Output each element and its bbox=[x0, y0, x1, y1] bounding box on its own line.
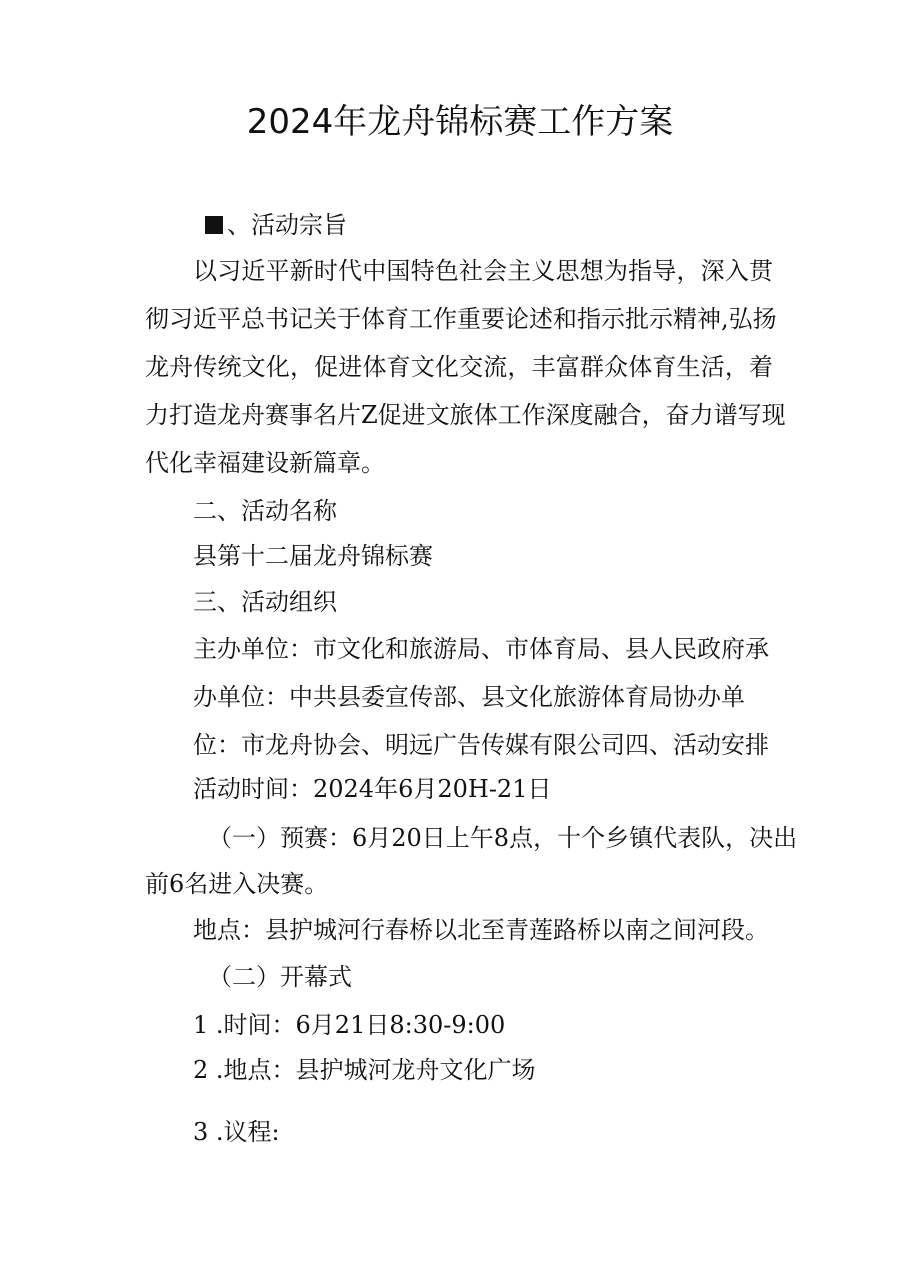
black-square-icon bbox=[205, 216, 223, 234]
paragraph-line: 彻习近平总书记关于体育工作重要论述和指示批示精神,弘扬 bbox=[145, 305, 777, 333]
event-name: 县第十二届龙舟锦标赛 bbox=[193, 542, 433, 570]
organization-line: 主办单位：市文化和旅游局、市体育局、县人民政府承 bbox=[193, 635, 769, 663]
document-title: 2024年龙舟锦标赛工作方案 bbox=[246, 102, 674, 142]
section-heading-purpose-text: 、活动宗旨 bbox=[227, 211, 347, 239]
section-heading-organization: 三、活动组织 bbox=[193, 588, 337, 616]
organization-line: 位：市龙舟协会、明远广告传媒有限公司四、活动安排 bbox=[193, 731, 769, 759]
paragraph-line: 以习近平新时代中国特色社会主义思想为指导，深入贯 bbox=[193, 257, 773, 285]
paragraph-line: 龙舟传统文化，促进体育文化交流，丰富群众体育生活，着 bbox=[145, 353, 773, 381]
opening-item: 1 .时间：6月21日8:30-9:00 bbox=[193, 1011, 506, 1039]
paragraph-line: 力打造龙舟赛事名片Z促进文旅体工作深度融合，奋力谱写现 bbox=[145, 401, 786, 429]
section-heading-purpose bbox=[205, 209, 347, 241]
prelim-line: 前6名进入决赛。 bbox=[145, 870, 329, 898]
opening-item: 3 .议程: bbox=[193, 1118, 280, 1146]
prelim-location: 地点：县护城河行春桥以北至青莲路桥以南之间河段。 bbox=[193, 916, 769, 944]
opening-item: 2 .地点：县护城河龙舟文化广场 bbox=[193, 1056, 536, 1084]
paragraph-line: 代化幸福建设新篇章。 bbox=[145, 449, 385, 477]
opening-heading: （二）开幕式 bbox=[208, 963, 352, 991]
prelim-line: （一）预赛：6月20日上午8点，十个乡镇代表队，决出 bbox=[208, 824, 798, 852]
section-heading-name: 二、活动名称 bbox=[193, 497, 337, 525]
organization-line: 办单位：中共县委宣传部、县文化旅游体育局协办单 bbox=[193, 683, 745, 711]
activity-time: 活动时间：2024年6月20H-21日 bbox=[193, 775, 552, 803]
